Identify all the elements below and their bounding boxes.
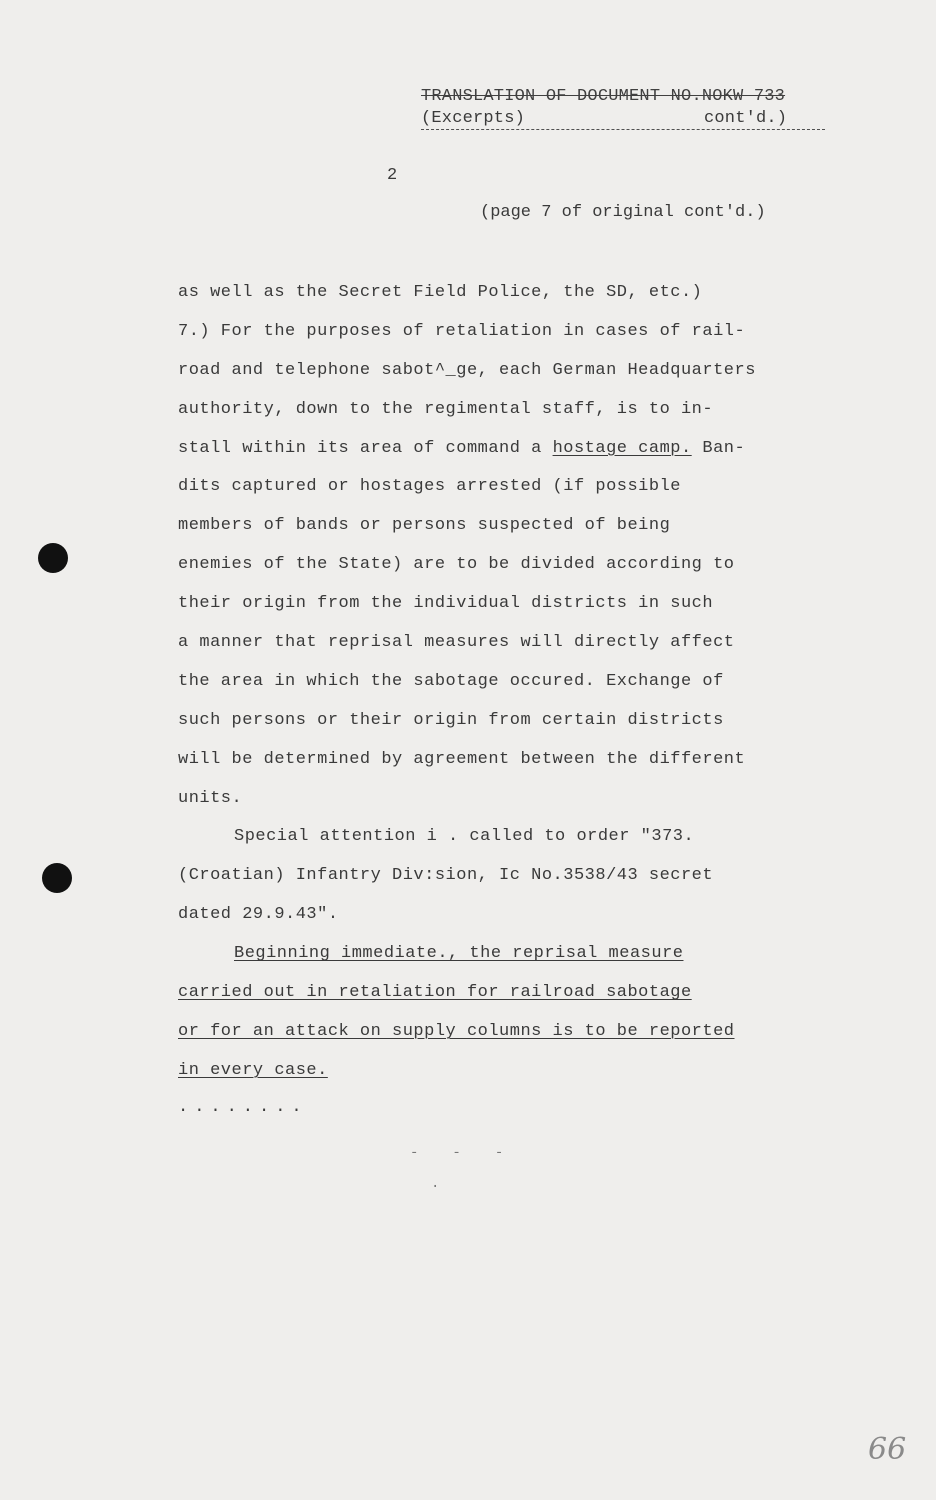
stray-marks	[410, 1145, 537, 1161]
text-line: 7.) For the purposes of retaliation in cases of rail-	[178, 321, 746, 341]
text-line: units.	[178, 788, 243, 808]
underlined-text-line	[178, 941, 818, 980]
stray-mark: -	[452, 1145, 495, 1161]
header-subline	[421, 108, 825, 130]
handwritten-folio-number: 66	[868, 1432, 907, 1467]
underlined-text-line	[178, 980, 818, 1019]
ellipsis-dots: ........	[178, 1098, 308, 1117]
text-line	[178, 436, 818, 475]
text-line: road and telephone sabot^_ge, each German Headquarters	[178, 360, 756, 380]
text-line: enemies of the State) are to be divided according to	[178, 555, 735, 575]
text-line: (Croatian) Infantry Div:sion, Ic No.3538/43 secret	[178, 866, 714, 886]
text-line: will be determined by agreement between the different	[178, 749, 746, 769]
text-line: a manner that reprisal measures will directly affect	[178, 633, 735, 653]
text-segment: Beginning immediate., the reprisal measure	[234, 944, 684, 964]
text-line: authority, down to the regimental staff, is to in-	[178, 399, 714, 419]
text-line: dits captured or hostages arrested (if possible	[178, 477, 681, 497]
text-segment: carried out in retaliation for railroad sabotage	[178, 983, 692, 1003]
page-reference: (page 7 of original cont'd.)	[480, 203, 766, 222]
translation-title: TRANSLATION OF DOCUMENT NO.NOKW 733	[421, 87, 786, 106]
text-line: Special attention i . called to order "373.	[234, 827, 695, 847]
underlined-text-line	[178, 1019, 818, 1058]
punch-hole-icon	[38, 543, 68, 573]
text-line: such persons or their origin from certain districts	[178, 710, 724, 730]
excerpts-label: (Excerpts)	[421, 109, 526, 128]
text-line: as well as the Secret Field Police, the SD, etc.)	[178, 283, 703, 302]
text-line: the area in which the sabotage occured. Exchange of	[178, 671, 724, 691]
text-line: dated 29.9.43".	[178, 905, 339, 925]
body-text	[178, 280, 818, 1097]
text-segment: Ban-	[702, 438, 746, 458]
text-line: their origin from the individual districts in such	[178, 594, 714, 614]
document-header	[421, 86, 825, 130]
contd-label: cont'd.)	[704, 109, 788, 128]
stray-mark: -	[494, 1145, 538, 1161]
stray-mark: -	[410, 1145, 453, 1161]
underlined-hostage-camp: hostage camp.	[552, 438, 692, 458]
page-number: 2	[387, 166, 398, 185]
text-line: members of bands or persons suspected of being	[178, 516, 671, 536]
stray-dot: .	[431, 1176, 440, 1192]
punch-hole-icon	[42, 863, 72, 893]
text-segment: stall within its area of command a	[178, 438, 542, 458]
text-segment: or for an attack on supply columns is to be reported	[178, 1021, 735, 1041]
underlined-text-line	[178, 1058, 818, 1097]
text-segment: in every case.	[178, 1060, 328, 1080]
